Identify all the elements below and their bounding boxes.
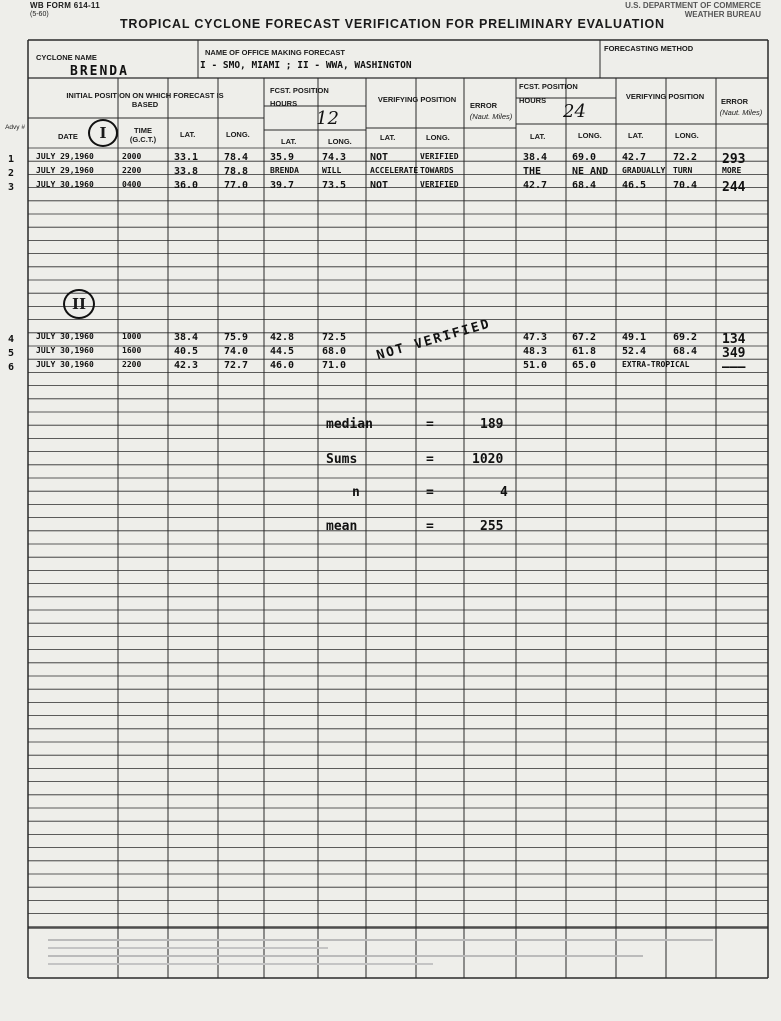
cell-v24-lat: 52.4 bbox=[622, 346, 647, 357]
office-value: I - SMO, MIAMI ; II - WWA, WASHINGTON bbox=[200, 60, 412, 71]
label-fcst-12: FCST. POSITION bbox=[270, 86, 329, 95]
cell-f24-long: 65.0 bbox=[572, 360, 597, 371]
label-long-f24: LONG. bbox=[578, 131, 602, 140]
label-hours-24: HOURS bbox=[519, 96, 547, 105]
advisory-number: 5 bbox=[8, 348, 15, 359]
label-lat-v12: LAT. bbox=[380, 133, 396, 142]
cell-f12-lat: BRENDA bbox=[270, 166, 299, 175]
cell-v12-lat: NOT bbox=[370, 180, 389, 191]
label-lat-f12: LAT. bbox=[281, 137, 297, 146]
form-revision-date: (5-60) bbox=[30, 11, 49, 18]
cell-f24-lat: THE bbox=[523, 166, 542, 177]
cell-long: 78.4 bbox=[224, 152, 249, 163]
hours-24-value: 24 bbox=[563, 101, 586, 122]
cell-f12-lat: 44.5 bbox=[270, 346, 295, 357]
stat-value: 4 bbox=[500, 485, 508, 500]
cell-time: 2000 bbox=[122, 152, 142, 161]
cell-f24-lat: 47.3 bbox=[523, 332, 548, 343]
stat-equals: = bbox=[426, 452, 434, 467]
form-title: TROPICAL CYCLONE FORECAST VERIFICATION FOR PRELIMINARY EVALUATION bbox=[120, 17, 665, 31]
cell-e24: 134 bbox=[722, 332, 746, 347]
cell-f12-long: 71.0 bbox=[322, 360, 347, 371]
cell-lat: 33.1 bbox=[174, 152, 199, 163]
cell-long: 74.0 bbox=[224, 346, 249, 357]
label-error-12: ERROR bbox=[470, 101, 498, 110]
cell-f24-lat: 38.4 bbox=[523, 152, 548, 163]
cyclone-name-value: BRENDA bbox=[70, 64, 129, 79]
cell-f24-long: 68.4 bbox=[572, 180, 597, 191]
label-verifying-24: VERIFYING POSITION bbox=[625, 92, 705, 101]
cell-time: 1000 bbox=[122, 332, 142, 341]
cell-f24-long: 61.8 bbox=[572, 346, 597, 357]
cell-f12-long: 68.0 bbox=[322, 346, 347, 357]
cell-f12-lat: 46.0 bbox=[270, 360, 295, 371]
cell-f12-long: WILL bbox=[322, 166, 342, 175]
cell-f12-lat: 42.8 bbox=[270, 332, 295, 343]
cell-v24-long: TURN bbox=[673, 166, 693, 175]
footnotes-area bbox=[48, 935, 748, 975]
label-lat-v24: LAT. bbox=[628, 131, 644, 140]
cell-long: 77.0 bbox=[224, 180, 249, 191]
cell-e24: ——— bbox=[722, 360, 746, 375]
cell-date: JULY 29,1960 bbox=[36, 152, 94, 161]
cell-lat: 42.3 bbox=[174, 360, 199, 371]
advisory-number: 1 bbox=[8, 154, 15, 165]
stat-value: 255 bbox=[480, 519, 504, 534]
agency-line-1: U.S. DEPARTMENT OF COMMERCE bbox=[625, 1, 761, 10]
cell-f12-long: 74.3 bbox=[322, 152, 347, 163]
cell-date: JULY 30,1960 bbox=[36, 180, 94, 189]
label-cyclone-name: CYCLONE NAME bbox=[36, 53, 97, 62]
stat-value: 189 bbox=[480, 417, 504, 432]
label-error-unit-12: (Naut. Miles) bbox=[469, 112, 513, 121]
cell-time: 2200 bbox=[122, 166, 142, 175]
cell-v12-lat: ACCELERATE bbox=[370, 166, 419, 175]
cell-v24-long: 70.4 bbox=[673, 180, 698, 191]
cell-e24: 244 bbox=[722, 180, 746, 195]
cell-long: 78.8 bbox=[224, 166, 249, 177]
cell-lat: 38.4 bbox=[174, 332, 199, 343]
label-long-v24: LONG. bbox=[675, 131, 699, 140]
cell-time: 1600 bbox=[122, 346, 142, 355]
advisory-number: 2 bbox=[8, 168, 15, 179]
stat-equals: = bbox=[426, 519, 434, 534]
cell-f24-lat: 51.0 bbox=[523, 360, 548, 371]
cell-f12-long: 73.5 bbox=[322, 180, 347, 191]
stat-equals: = bbox=[426, 417, 434, 432]
label-date: DATE bbox=[58, 132, 78, 141]
label-office: NAME OF OFFICE MAKING FORECAST bbox=[205, 48, 345, 57]
advisory-number: 3 bbox=[8, 182, 15, 193]
label-lat-f24: LAT. bbox=[530, 132, 546, 141]
label-hours-12: HOURS bbox=[270, 99, 298, 108]
cell-v24-lat: 46.5 bbox=[622, 180, 647, 191]
stat-label: Sums bbox=[326, 452, 358, 467]
stat-value: 1020 bbox=[472, 452, 504, 467]
advisory-number: 4 bbox=[8, 334, 15, 345]
cell-f12-lat: 39.7 bbox=[270, 180, 295, 191]
cell-e24: 349 bbox=[722, 346, 746, 361]
label-time: TIME (G.C.T.) bbox=[129, 126, 157, 144]
label-error-24: ERROR bbox=[721, 97, 749, 106]
label-long-v12: LONG. bbox=[426, 133, 450, 142]
cell-v12-long: VERIFIED bbox=[420, 152, 459, 161]
cell-v24-lat: GRADUALLY bbox=[622, 166, 666, 175]
agency-line-2: WEATHER BUREAU bbox=[684, 10, 761, 19]
cell-f24-lat: 42.7 bbox=[523, 180, 548, 191]
cell-f24-long: NE AND bbox=[572, 166, 609, 177]
section-one-marker: I bbox=[88, 119, 118, 147]
label-long-initial: LONG. bbox=[226, 130, 250, 139]
cell-v24-lat: 42.7 bbox=[622, 152, 647, 163]
cell-date: JULY 29,1960 bbox=[36, 166, 94, 175]
cell-f12-lat: 35.9 bbox=[270, 152, 295, 163]
cell-f24-lat: 48.3 bbox=[523, 346, 548, 357]
label-method: FORECASTING METHOD bbox=[604, 44, 694, 53]
cell-v24-lat: 49.1 bbox=[622, 332, 647, 343]
cell-e24: 293 bbox=[722, 152, 746, 167]
label-lat-initial: LAT. bbox=[180, 130, 196, 139]
label-advisory: Advy # bbox=[5, 124, 25, 131]
cell-v24-lat: EXTRA-TROPICAL bbox=[622, 360, 690, 369]
cell-f24-long: 69.0 bbox=[572, 152, 597, 163]
cell-v12-long: VERIFIED bbox=[420, 180, 459, 189]
stat-label: n bbox=[352, 485, 360, 500]
not-verified-note: NOT VERIFIED bbox=[375, 316, 493, 364]
cell-date: JULY 30,1960 bbox=[36, 360, 94, 369]
cell-lat: 36.0 bbox=[174, 180, 199, 191]
cell-time: 2200 bbox=[122, 360, 142, 369]
form-number: WB FORM 614-11 bbox=[30, 1, 100, 10]
cell-v24-long: 72.2 bbox=[673, 152, 698, 163]
cell-lat: 40.5 bbox=[174, 346, 199, 357]
cell-e24: MORE bbox=[722, 166, 742, 175]
label-error-unit-24: (Naut. Miles) bbox=[719, 108, 763, 117]
stat-label: mean bbox=[326, 519, 358, 534]
advisory-number: 6 bbox=[8, 362, 15, 373]
section-two-marker: II bbox=[63, 289, 95, 319]
cell-f12-long: 72.5 bbox=[322, 332, 347, 343]
cell-v12-lat: NOT bbox=[370, 152, 389, 163]
cell-v24-long: 69.2 bbox=[673, 332, 698, 343]
cell-lat: 33.8 bbox=[174, 166, 199, 177]
stat-label: median bbox=[326, 417, 373, 432]
cell-date: JULY 30,1960 bbox=[36, 346, 94, 355]
stat-equals: = bbox=[426, 485, 434, 500]
cell-v12-long: TOWARDS bbox=[420, 166, 454, 175]
hours-12-value: 12 bbox=[316, 108, 339, 129]
cell-long: 75.9 bbox=[224, 332, 249, 343]
label-fcst-24: FCST. POSITION bbox=[519, 82, 578, 91]
cell-v24-long: 68.4 bbox=[673, 346, 698, 357]
cell-long: 72.7 bbox=[224, 360, 249, 371]
cell-date: JULY 30,1960 bbox=[36, 332, 94, 341]
label-initial-position: INITIAL POSITION ON WHICH FORECAST IS BASED bbox=[66, 91, 224, 109]
label-long-f12: LONG. bbox=[328, 137, 352, 146]
label-verifying-12: VERIFYING POSITION bbox=[377, 95, 457, 104]
cell-time: 0400 bbox=[122, 180, 142, 189]
cell-f24-long: 67.2 bbox=[572, 332, 597, 343]
